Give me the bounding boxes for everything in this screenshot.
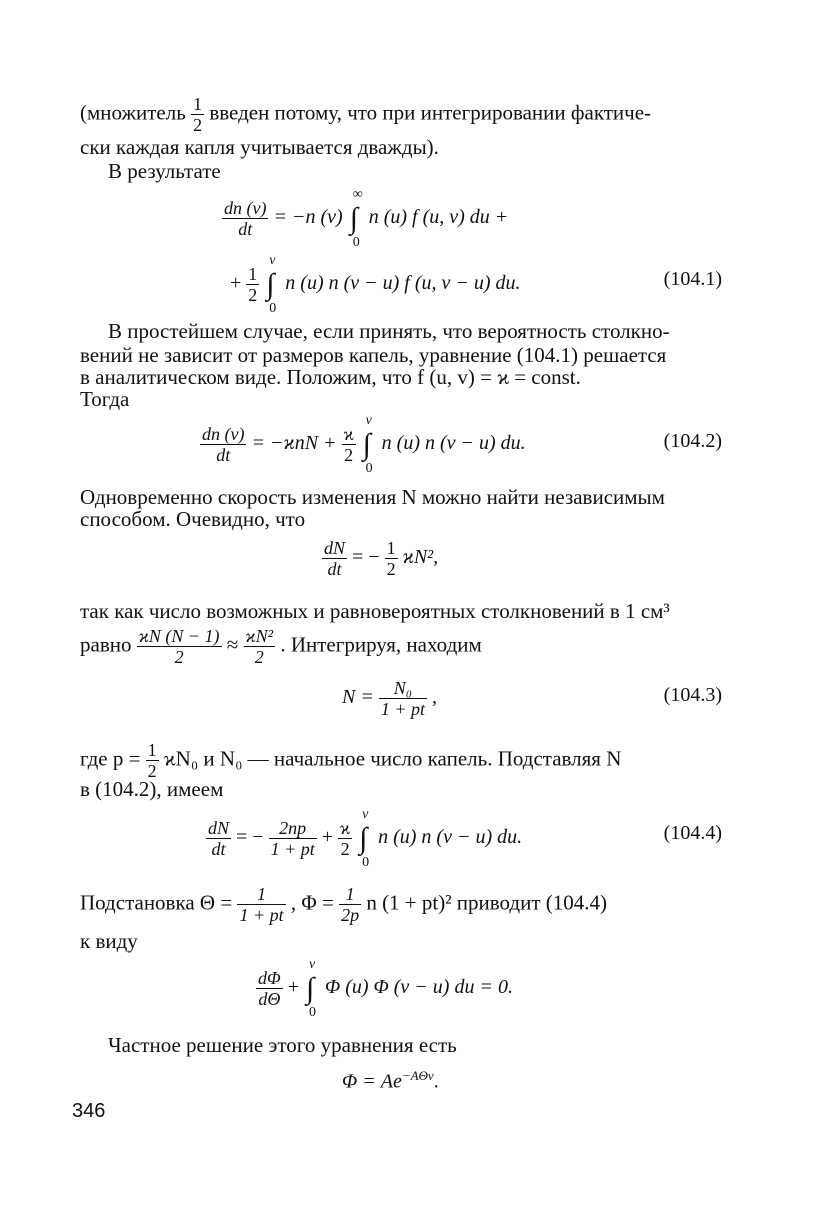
equation-text: + [230,272,242,295]
denominator: 2p [341,905,360,925]
numerator: 1 [386,538,396,558]
paragraph-line: ски каждая капля учитывается дважды). [80,135,439,159]
equation-text: n (u) n (v − u) f (u, v − u) du. [285,272,521,295]
integral-sign: ∫ v 0 [266,272,278,298]
fraction-one-half [385,538,398,579]
equation-text: = −n (v) [273,206,343,229]
paragraph-line: способом. Очевидно, что [80,507,306,531]
upper-limit: ∞ [352,186,363,202]
text-span: введен потому, что при интегрировании фактиче- [209,100,652,125]
fraction-dPhi-dTheta [256,968,283,1009]
numerator: 1 [248,264,258,284]
text-span: Подстановка Θ = [80,890,233,915]
text-span: ≈ [226,632,239,657]
denominator: 1 + pt [270,839,315,859]
paragraph-line: Одновременно скорость изменения N можно найти независимым [80,485,665,509]
denominator: 2 [248,285,258,305]
fraction-dN-dt [206,818,231,859]
equation-text: + [321,826,334,849]
text-span: (множитель [80,100,186,125]
equation-text: , [432,686,437,709]
text-span: . Интегрируя, находим [280,632,482,657]
integral-sign: ∫ v 0 [363,432,375,458]
numerator: ϰN (N − 1) [138,626,220,646]
numerator: 1 [147,740,157,760]
text-span: ϰN₀ и N₀ — начальное число капель. Подставляя N [163,746,622,771]
denominator: 2 [254,647,264,667]
exponent: −AΘv [401,1068,434,1083]
equation-text: . [433,1070,439,1093]
equation-text: n (u) n (v − u) du. [378,826,523,849]
paragraph-line: так как число возможных и равновероятных столкновений в 1 см³ [80,599,670,623]
numerator: N₀ [379,678,427,699]
paragraph-line [80,626,482,667]
upper-limit: v [365,412,372,428]
paragraph-line: В результате [108,159,221,183]
lower-limit: 0 [269,300,277,316]
upper-limit: v [362,806,369,822]
upper-limit: v [269,252,276,268]
equation-text: = −ϰnN + [251,432,337,455]
text-span: , Φ = [290,890,334,915]
denominator: dΘ [258,989,281,1009]
equation-text: n (u) f (u, v) du + [368,206,509,229]
numerator: dΦ [258,968,281,988]
equation-phi-integral [256,956,513,1020]
numerator: 1 [193,94,203,114]
denominator: 2 [344,445,354,465]
equation-104-3 [342,678,437,719]
page-number: 346 [72,1100,106,1122]
paragraph-line [80,884,607,925]
numerator: 1 [237,884,285,905]
denominator: dt [211,839,226,859]
fraction-one-half [246,264,259,305]
denominator: dt [216,445,231,465]
denominator: 2 [147,761,157,781]
equation-number: (104.3) [663,684,722,706]
fraction-1-2p [339,884,361,925]
denominator: 2 [340,839,350,859]
equation-dN-dt [322,538,438,579]
numerator: 2np [269,818,317,839]
equation-104-2 [200,412,526,476]
fraction-theta [237,884,285,925]
numerator: ϰN² [245,626,274,646]
numerator: dN [208,818,230,838]
fraction-dN-dt [322,538,347,579]
denominator: 2 [386,559,396,579]
equation-text: + [287,976,299,999]
equation-particular-solution [342,1068,439,1094]
upper-limit: v [308,956,316,972]
paragraph-line [80,740,621,781]
equation-text: = − [236,826,264,849]
fraction-kappa-half [338,818,352,859]
integral-sign: ∫ ∞ 0 [350,206,362,232]
integral-sign: ∫ v 0 [359,826,371,852]
text-span: n (1 + pt)² приводит (104.4) [366,890,608,915]
paragraph-line: вений не зависит от размеров капель, уравнение (104.1) решается [80,343,667,367]
fraction-kN-N-1 [137,626,222,667]
fraction-2np [269,818,317,859]
text-span: где p = [80,746,141,771]
fraction-dn-dt [222,198,268,239]
fraction-one-half [191,94,204,135]
equation-text: Φ = Ae [342,1070,402,1093]
paragraph-line: в аналитическом виде. Положим, что f (u, v) = ϰ = const. [80,365,581,389]
numerator: ϰ [340,818,351,838]
paragraph-line: В простейшем случае, если принять, что вероятность столкно- [108,319,670,343]
fraction-kappa-half [342,424,356,465]
equation-104-4 [206,806,523,870]
paragraph-line: к виду [80,929,138,953]
denominator: 2 [193,115,203,135]
numerator: 1 [339,884,361,905]
equation-104-1-line2 [230,252,521,316]
paragraph-line: Частное решение этого уравнения есть [108,1033,457,1057]
fraction-dn-dt [200,424,246,465]
integral-sign: ∫ v 0 [306,976,318,1002]
paragraph-multiplier-note [80,94,651,135]
fraction-one-half [146,740,159,781]
denominator: 2 [174,647,184,667]
equation-104-1-line1 [222,186,509,250]
numerator: dn (v) [224,198,267,218]
equation-number: (104.2) [663,430,722,452]
paragraph-line: Тогда [80,387,130,411]
equation-text: n (u) n (v − u) du. [381,432,526,455]
equation-number: (104.1) [663,268,722,290]
equation-text: N = [342,686,374,709]
equation-text: Φ (u) Φ (v − u) du = 0. [324,976,513,999]
lower-limit: 0 [308,1004,316,1020]
equation-text: ϰN², [402,546,439,569]
lower-limit: 0 [365,460,373,476]
equation-number: (104.4) [663,822,722,844]
fraction-N0 [379,678,427,719]
denominator: 1 + pt [239,905,284,925]
denominator: 1 + pt [380,699,425,719]
lower-limit: 0 [362,854,370,870]
denominator: dt [327,559,342,579]
paragraph-line: в (104.2), имеем [80,777,224,801]
text-span: равно [80,632,132,657]
numerator: dn (v) [202,424,245,444]
numerator: ϰ [343,424,354,444]
lower-limit: 0 [352,234,360,250]
fraction-kN2 [244,626,276,667]
denominator: dt [238,219,253,239]
equation-text: = − [352,546,380,569]
numerator: dN [324,538,346,558]
